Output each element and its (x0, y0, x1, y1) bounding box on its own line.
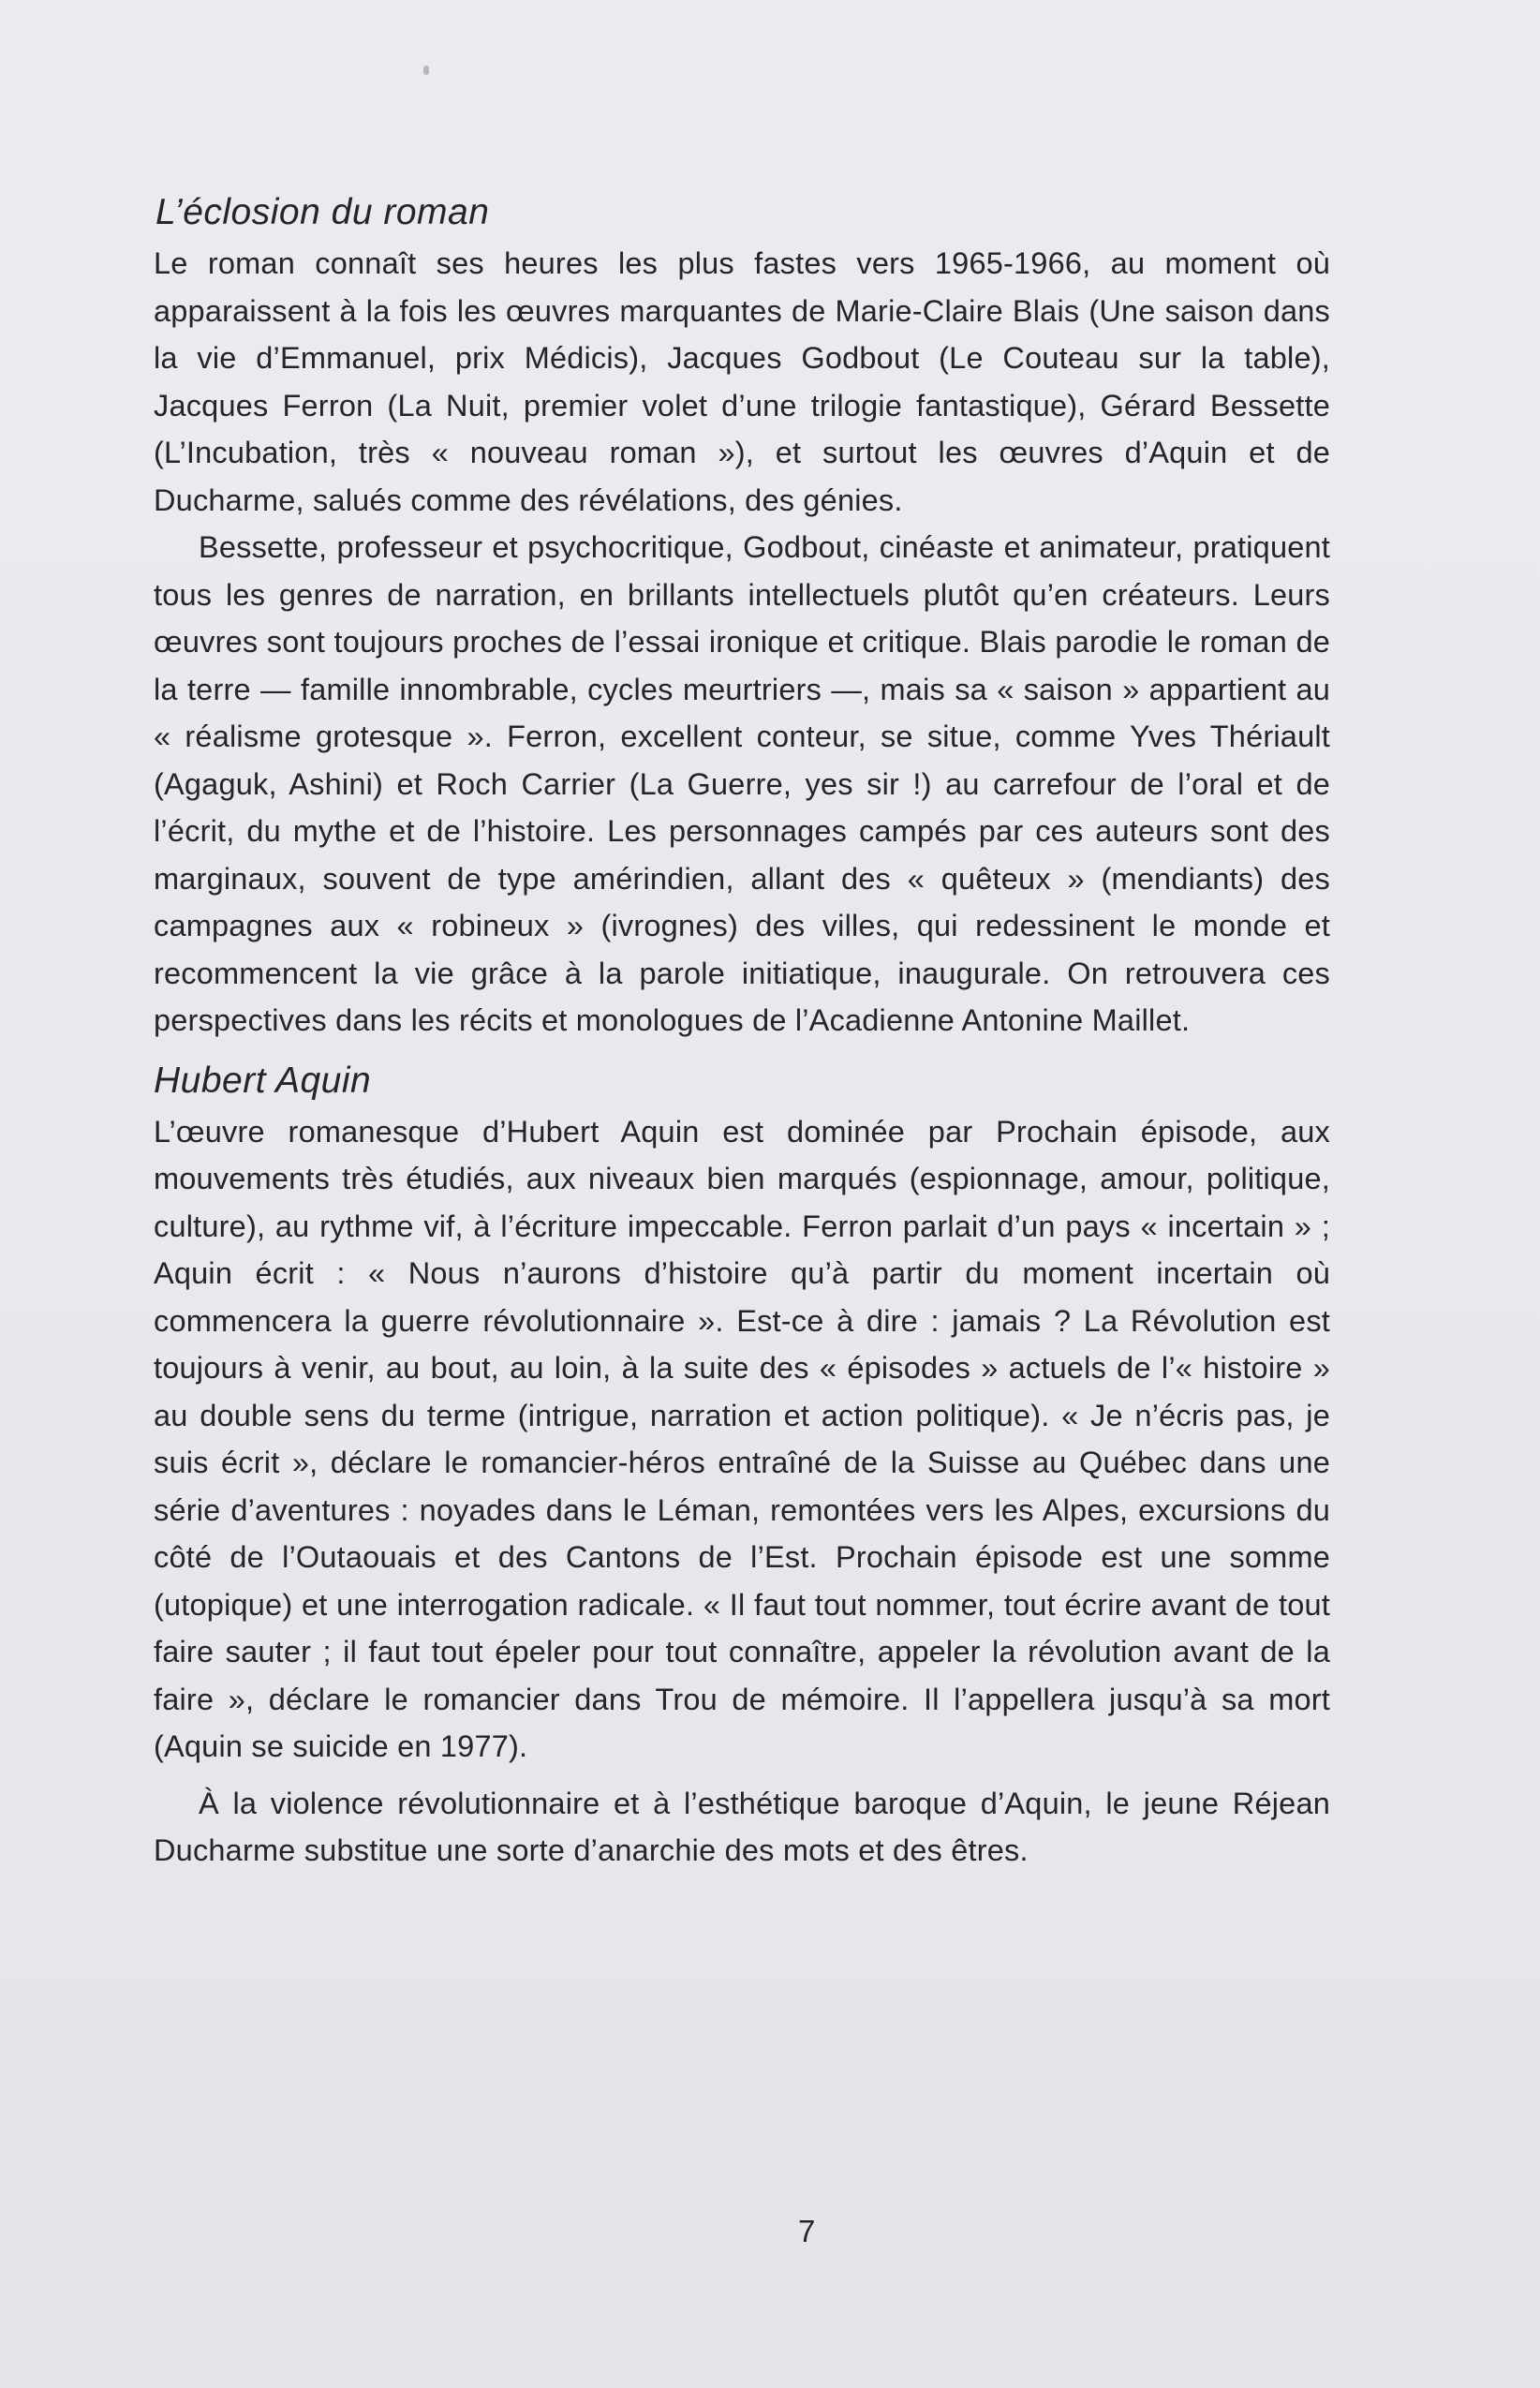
page-text (154, 185, 1330, 1875)
page-number: 7 (798, 2214, 816, 2248)
ink-speck (423, 66, 429, 75)
paragraph-2: Bessette, professeur et psychocritique, Godbout, cinéaste et animateur, pratiquent tous les genres de narration, en brillants intellectuels plutôt qu’en créateurs. Leurs œuvres sont toujours proches de l’essai ironique et critique. Blais parodie le roman de la terre — famille innombrable, cycles meurtriers —, mais sa « saison » appartient au « réalisme grotesque ». Ferron, excellent conteur, se situe, comme Yves Thériault (Agaguk, Ashini) et Roch Carrier (La Guerre, yes sir !) au carrefour de l’oral et de l’écrit, du mythe et de l’histoire. Les personnages campés par ces auteurs sont des marginaux, souvent de type amérindien, allant des « quêteux » (mendiants) des campagnes aux « robineux » (ivrognes) des villes, qui redessinent le monde et recommencent la vie grâce à la parole initiatique, inaugurale. On retrouvera ces perspectives dans les récits et monologues de l’Acadienne Antonine Maillet. (154, 530, 1330, 1037)
section-heading-eclosion: L’éclosion du roman (155, 192, 490, 232)
paragraph-3: L’œuvre romanesque d’Hubert Aquin est dominée par Prochain épisode, aux mouvements très étudiés, aux niveaux bien marqués (espionnage, amour, politique, culture), au rythme vif, à l’écriture impeccable. Ferron parlait d’un pays « incertain » ; Aquin écrit : « Nous n’aurons d’histoire qu’à partir du moment incertain où commencera la guerre révolutionnaire ». Est-ce à dire : jamais ? La Révolution est toujours à venir, au bout, au loin, à la suite des « épisodes » actuels de l’« histoire » au double sens du terme (intrigue, narration et action politique). « Je n’écris pas, je suis écrit », déclare le romancier-héros entraîné de la Suisse au Québec dans une série d’aventures : noyades dans le Léman, remontées vers les Alpes, excursions du côté de l’Outaouais et des Cantons de l’Est. Prochain épisode est une somme (utopique) et une interrogation radicale. « Il faut tout nommer, tout écrire avant de tout faire sauter ; il faut tout épeler pour tout connaître, appeler la révolution avant de la faire », déclare le romancier dans Trou de mémoire. Il l’appellera jusqu’à sa mort (Aquin se suicide en 1977). (154, 1114, 1330, 1763)
paragraph-1: Le roman connaît ses heures les plus fastes vers 1965-1966, au moment où apparaissent à la fois les œuvres marquantes de Marie-Claire Blais (Une saison dans la vie d’Emmanuel, prix Médicis), Jacques Godbout (Le Couteau sur la table), Jacques Ferron (La Nuit, premier volet d’une trilogie fantastique), Gérard Bessette (L’Incubation, très « nouveau roman »), et surtout les œuvres d’Aquin et de Ducharme, salués comme des révélations, des génies. (154, 246, 1330, 517)
paragraph-4: À la violence révolutionnaire et à l’esthétique baroque d’Aquin, le jeune Réjean Ducharme substitue une sorte d’anarchie des mots et des êtres. (154, 1786, 1330, 1867)
section-heading-hubert-aquin: Hubert Aquin (154, 1060, 372, 1101)
